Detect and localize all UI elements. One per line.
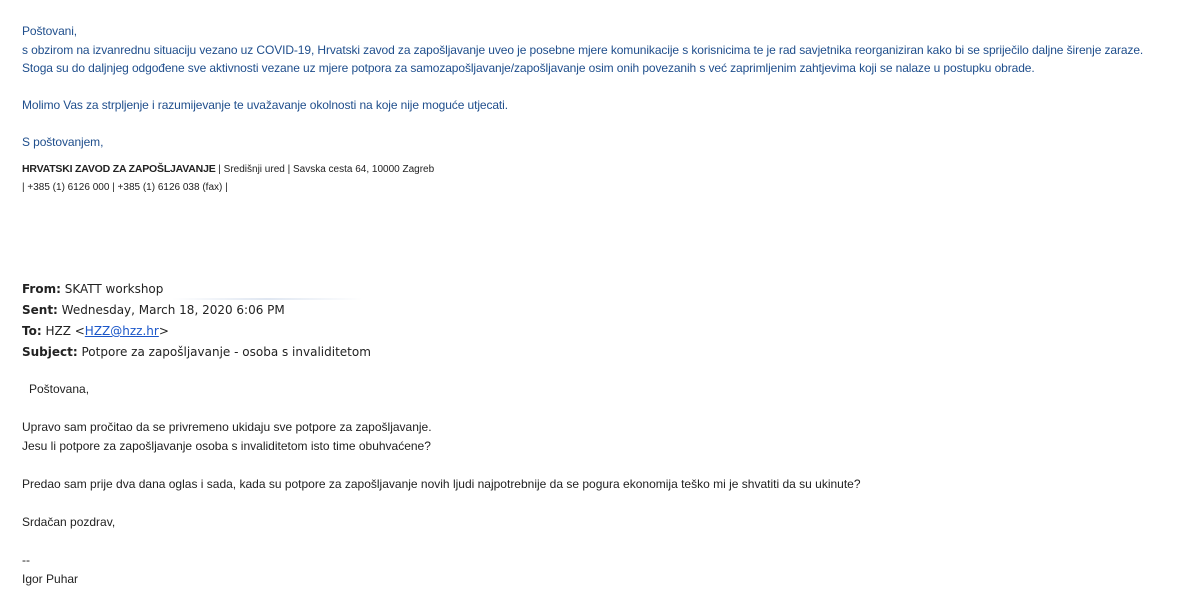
original-closing: Srdačan pozdrav, (22, 515, 116, 529)
signature-phones: | +385 (1) 6126 000 | +385 (1) 6126 038 (fax) | (22, 181, 228, 193)
sent-value: Wednesday, March 18, 2020 6:06 PM (57, 303, 285, 317)
reply-message (22, 22, 1192, 152)
reply-paragraph-line: Molimo Vas za strpljenje i razumijevanje te uvažavanje okolnosti na koje nije moguće utjecati. (22, 98, 508, 112)
header-from (22, 279, 371, 300)
to-label: To: (22, 324, 42, 338)
signature-org: HRVATSKI ZAVOD ZA ZAPOŠLJAVANJE (22, 162, 216, 175)
to-email-link[interactable]: HZZ@hzz.hr (84, 324, 159, 338)
subject-label: Subject: (22, 345, 78, 359)
header-subject (22, 342, 371, 363)
reply-closing: S poštovanjem, (22, 135, 104, 149)
signature-address: | Središnji ured | Savska cesta 64, 10000 Zagreb (215, 163, 435, 175)
faint-divider (172, 298, 362, 300)
subject-value: Potpore za zapošljavanje - osoba s invaliditetom (77, 345, 371, 359)
sent-label: Sent: (22, 303, 58, 317)
header-to (22, 321, 371, 342)
original-paragraph-line: Predao sam prije dva dana oglas i sada, kada su potpore za zapošljavanje novih ljudi najpotrebnije da se pogura ekonomija teško mi je shvatiti da su ukinute? (22, 477, 861, 491)
original-greeting: Poštovana, (29, 382, 90, 396)
signature (22, 160, 1192, 197)
reply-paragraph-line: s obzirom na izvanrednu situaciju vezano uz COVID-19, Hrvatski zavod za zapošljavanje uveo je posebne mjere komunikacije s korisnicima te je rad savjetnika reorganiziran kako bi se spriječilo daljne širenje zaraze. (22, 42, 1144, 57)
from-label: From: (22, 282, 61, 296)
sender-name: Igor Puhar (22, 572, 79, 586)
header-sent (22, 300, 371, 321)
signature-separator: -- (22, 553, 30, 567)
reply-paragraph-line: Stoga su do daljnjeg odgođene sve aktivnosti vezane uz mjere potpora za samozapošljavanje/zapošljavanje osim onih povezanih s već zaprimljenim zahtjevima koji se nalaze u postupku obrade. (22, 61, 1035, 75)
to-suffix: > (158, 324, 169, 338)
from-value: SKATT workshop (60, 282, 164, 296)
original-paragraph-line: Jesu li potpore za zapošljavanje osoba s invaliditetom isto time obuhvaćene? (22, 439, 431, 453)
signature-org-row (22, 160, 1192, 179)
original-paragraph-line: Upravo sam pročitao da se privremeno ukidaju sve potpore za zapošljavanje. (22, 420, 432, 434)
original-message (22, 380, 861, 589)
reply-greeting: Poštovani, (22, 24, 78, 38)
to-value: HZZ < (41, 324, 85, 338)
email-body (22, 22, 1192, 586)
forwarded-header (22, 279, 371, 363)
